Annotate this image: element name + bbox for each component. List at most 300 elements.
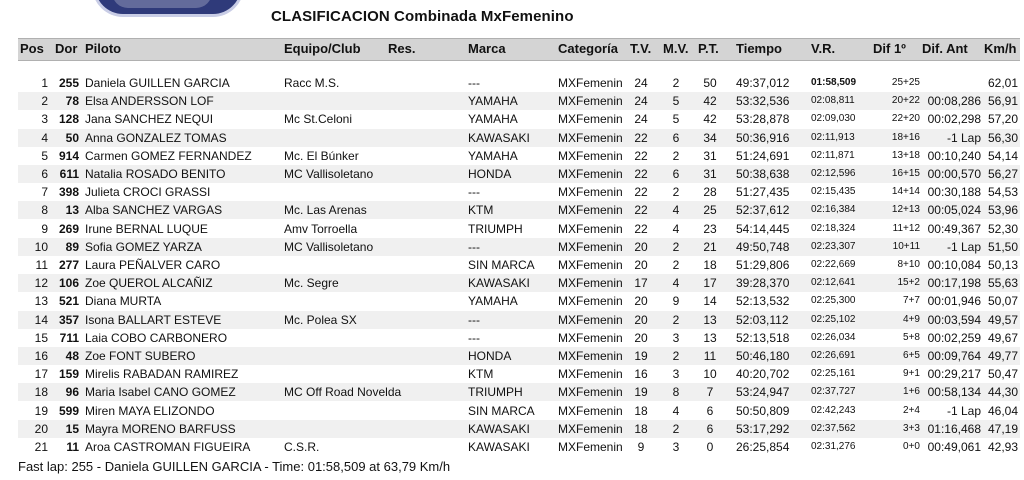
cell-pt: 14	[703, 294, 717, 309]
cell-tv: 18	[634, 421, 648, 436]
cell-pt: 34	[703, 130, 717, 145]
cell-club: Mc. Las Arenas	[284, 203, 367, 218]
cell-marca: YAMAHA	[468, 294, 518, 309]
cell-difant: 00:49,061	[927, 440, 981, 454]
cell-vr: 02:31,276	[811, 441, 856, 452]
cell-vr: 02:37,562	[811, 422, 856, 434]
table-row	[18, 420, 1020, 438]
cell-pos: 1	[41, 76, 48, 90]
cell-piloto: Diana MURTA	[85, 294, 162, 309]
cell-difant: 00:29,217	[927, 367, 981, 382]
cell-pos: 9	[41, 221, 48, 236]
header-tv: T.V.	[630, 41, 652, 56]
cell-pt: 7	[706, 385, 714, 400]
cell-tv: 24	[634, 112, 648, 127]
cell-kmh: 50,07	[987, 294, 1018, 309]
cell-marca: TRIUMPH	[468, 385, 523, 400]
cell-pt: 6	[706, 421, 714, 436]
cell-tv: 22	[634, 221, 648, 236]
cell-kmh: 56,27	[987, 167, 1018, 181]
cell-tiempo: 40:20,702	[736, 367, 790, 382]
cell-dif1: 3+3	[903, 422, 920, 434]
table-row	[18, 129, 1020, 147]
cell-dor: 255	[58, 76, 79, 90]
cell-vr: 02:25,161	[811, 368, 856, 380]
header-kmh: Km/h	[984, 41, 1017, 56]
cell-pos: 20	[34, 421, 48, 436]
cell-mv: 9	[672, 294, 680, 309]
cell-pt: 10	[703, 367, 717, 382]
cell-difant: 00:02,259	[927, 330, 981, 345]
table-row	[18, 74, 1020, 92]
cell-dor: 599	[58, 403, 79, 418]
cell-vr: 02:08,811	[811, 95, 855, 107]
cell-tiempo: 52:13,518	[736, 330, 790, 345]
cell-mv: 3	[672, 440, 680, 454]
cell-dor: 11	[66, 440, 79, 454]
cell-kmh: 62,01	[987, 76, 1018, 90]
cell-kmh: 46,04	[987, 403, 1018, 418]
cell-marca: KAWASAKI	[468, 276, 530, 291]
cell-dor: 398	[58, 185, 79, 200]
cell-dif1: 1+6	[903, 386, 920, 398]
cell-pt: 31	[703, 148, 717, 163]
cell-kmh: 54,53	[987, 185, 1018, 200]
cell-dor: 914	[58, 148, 79, 163]
cell-tv: 9	[637, 440, 645, 454]
cell-tiempo: 53:24,947	[736, 385, 790, 400]
cell-kmh: 57,20	[987, 112, 1018, 127]
header-categoria: Categoría	[558, 41, 618, 56]
cell-piloto: Laura PEÑALVER CARO	[85, 258, 221, 272]
cell-piloto: Julieta CROCI GRASSI	[85, 185, 211, 200]
cell-difant: 00:02,298	[927, 112, 981, 127]
cell-mv: 5	[672, 94, 680, 109]
cell-categoria: MXFemenin	[558, 330, 623, 345]
cell-dif1: 14+14	[891, 186, 920, 198]
cell-marca: KAWASAKI	[468, 130, 530, 145]
cell-difant: 00:09,764	[927, 349, 981, 363]
cell-dor: 277	[58, 258, 79, 272]
cell-categoria: MXFemenin	[558, 403, 623, 418]
table-row	[18, 438, 1020, 456]
cell-dor: 711	[59, 330, 79, 345]
cell-pos: 6	[41, 167, 48, 181]
table-row	[18, 201, 1020, 219]
cell-difant: 00:00,570	[927, 167, 981, 181]
cell-dor: 128	[58, 112, 79, 127]
header-marca: Marca	[468, 41, 506, 56]
cell-tv: 20	[634, 239, 648, 254]
table-row	[18, 220, 1020, 238]
cell-mv: 4	[672, 403, 680, 418]
cell-tiempo: 52:37,612	[736, 203, 790, 218]
cell-categoria: MXFemenin	[558, 440, 623, 454]
header-difant: Dif. Ant	[922, 41, 968, 56]
cell-kmh: 56,91	[987, 94, 1018, 109]
cell-marca: KTM	[468, 367, 494, 382]
cell-marca: HONDA	[468, 167, 512, 181]
cell-pt: 0	[706, 440, 714, 454]
cell-tiempo: 26:25,854	[736, 440, 790, 454]
event-logo-highlight	[112, 0, 212, 8]
cell-tv: 24	[634, 76, 648, 90]
cell-pos: 16	[34, 349, 48, 363]
cell-pt: 31	[703, 167, 717, 181]
table-row	[18, 347, 1020, 365]
cell-tv: 22	[634, 167, 648, 181]
cell-dif1: 15+2	[897, 277, 920, 289]
cell-tiempo: 50:46,180	[736, 349, 790, 363]
cell-dor: 96	[65, 385, 79, 400]
cell-mv: 4	[672, 221, 680, 236]
cell-tiempo: 49:37,012	[736, 76, 790, 90]
cell-vr: 02:09,030	[811, 113, 856, 125]
cell-tv: 22	[634, 130, 648, 145]
cell-tiempo: 50:50,809	[736, 403, 790, 418]
cell-tv: 24	[634, 94, 648, 109]
header-pos: Pos	[20, 41, 44, 56]
cell-pt: 13	[703, 312, 717, 327]
cell-pos: 12	[34, 276, 48, 291]
cell-tv: 19	[634, 385, 648, 400]
cell-kmh: 51,50	[987, 239, 1018, 254]
cell-difant: 00:08,286	[927, 94, 981, 109]
table-row	[18, 402, 1020, 420]
cell-dif1: 7+7	[903, 295, 920, 307]
cell-tiempo: 50:38,638	[736, 167, 790, 181]
cell-kmh: 42,93	[987, 440, 1018, 454]
cell-club: Amv Torroella	[284, 221, 358, 236]
cell-mv: 2	[672, 349, 680, 363]
cell-categoria: MXFemenin	[558, 258, 623, 272]
cell-dor: 13	[65, 203, 79, 218]
cell-tv: 20	[634, 294, 648, 309]
cell-pt: 6	[706, 403, 714, 418]
cell-dif1: 9+1	[903, 368, 920, 380]
table-row	[18, 92, 1020, 110]
table-row	[18, 329, 1020, 347]
cell-marca: ---	[468, 185, 480, 200]
cell-kmh: 49,77	[987, 349, 1018, 363]
table-row	[18, 365, 1020, 383]
cell-dor: 48	[65, 349, 79, 363]
cell-categoria: MXFemenin	[558, 112, 623, 127]
table-row	[18, 238, 1020, 256]
cell-mv: 4	[672, 203, 680, 218]
cell-piloto: Irune BERNAL LUQUE	[85, 221, 208, 236]
cell-tiempo: 52:13,532	[736, 294, 790, 309]
cell-marca: KTM	[468, 203, 494, 218]
cell-tiempo: 51:24,691	[736, 148, 790, 163]
cell-mv: 2	[672, 421, 680, 436]
cell-pt: 11	[703, 349, 717, 363]
cell-piloto: Jana SANCHEZ NEQUI	[85, 112, 214, 127]
cell-marca: YAMAHA	[468, 94, 518, 109]
cell-categoria: MXFemenin	[558, 185, 623, 200]
table-row	[18, 147, 1020, 165]
cell-tiempo: 53:28,878	[736, 112, 790, 127]
cell-categoria: MXFemenin	[558, 203, 623, 218]
cell-tiempo: 52:03,112	[736, 312, 789, 327]
cell-marca: HONDA	[468, 349, 512, 363]
fast-lap-note: Fast lap: 255 - Daniela GUILLEN GARCIA - Time: 01:58,509 at 63,79 Km/h	[18, 459, 451, 474]
cell-piloto: Zoe QUEROL ALCAÑIZ	[85, 276, 213, 291]
cell-pos: 18	[34, 385, 48, 400]
table-row	[18, 383, 1020, 401]
table-row	[18, 183, 1020, 201]
cell-vr: 02:12,641	[811, 277, 856, 289]
cell-dor: 269	[58, 221, 79, 236]
cell-mv: 6	[672, 167, 680, 181]
cell-piloto: Carmen GOMEZ FERNANDEZ	[85, 148, 252, 163]
cell-pos: 15	[34, 330, 48, 345]
page-title: CLASIFICACION Combinada MxFemenino	[271, 8, 574, 25]
cell-piloto: Elsa ANDERSSON LOF	[85, 94, 214, 109]
header-club: Equipo/Club	[284, 41, 361, 56]
cell-difant: 01:16,468	[927, 421, 981, 436]
cell-pos: 2	[41, 94, 48, 109]
cell-mv: 3	[672, 330, 680, 345]
cell-categoria: MXFemenin	[558, 148, 623, 163]
cell-mv: 2	[672, 76, 680, 90]
cell-categoria: MXFemenin	[558, 76, 623, 90]
cell-dif1: 5+8	[903, 331, 920, 343]
cell-difant: 00:01,946	[927, 294, 981, 309]
cell-pt: 23	[703, 221, 717, 236]
table-row	[18, 292, 1020, 310]
cell-tiempo: 53:32,536	[736, 94, 790, 109]
cell-dif1: 11+12	[892, 222, 920, 234]
cell-piloto: Mirelis RABADAN RAMIREZ	[85, 367, 239, 382]
cell-marca: YAMAHA	[468, 148, 518, 163]
cell-categoria: MXFemenin	[558, 221, 623, 236]
cell-piloto: Isona BALLART ESTEVE	[85, 312, 222, 327]
cell-pt: 18	[703, 258, 717, 272]
cell-vr: 02:12,596	[811, 168, 856, 179]
cell-vr: 02:26,034	[811, 331, 856, 343]
cell-pos: 19	[34, 403, 48, 418]
cell-pos: 13	[34, 294, 48, 309]
cell-categoria: MXFemenin	[558, 276, 623, 291]
cell-marca: YAMAHA	[468, 112, 518, 127]
cell-tv: 20	[634, 258, 648, 272]
cell-club: MC Off Road Novelda	[284, 385, 402, 400]
cell-dor: 15	[65, 421, 79, 436]
cell-pt: 21	[703, 239, 717, 254]
cell-tv: 16	[634, 367, 648, 382]
cell-difant: 00:03,594	[927, 312, 981, 327]
cell-vr: 02:26,691	[811, 350, 856, 361]
table-row	[18, 311, 1020, 329]
cell-categoria: MXFemenin	[558, 94, 623, 109]
header-dor: Dor	[55, 41, 78, 56]
cell-dor: 521	[58, 294, 79, 309]
table-row	[18, 110, 1020, 128]
cell-difant: 00:05,024	[927, 203, 981, 218]
cell-categoria: MXFemenin	[558, 421, 623, 436]
cell-kmh: 53,96	[987, 203, 1018, 218]
table-row	[18, 274, 1020, 292]
cell-tiempo: 49:50,748	[736, 239, 790, 254]
cell-marca: SIN MARCA	[468, 258, 535, 272]
cell-dif1: 0+0	[903, 441, 920, 452]
cell-marca: ---	[468, 239, 480, 254]
cell-pos: 4	[41, 130, 48, 145]
cell-pos: 8	[41, 203, 48, 218]
cell-pos: 10	[34, 239, 48, 254]
cell-kmh: 44,30	[987, 385, 1018, 400]
cell-pos: 17	[34, 367, 48, 382]
cell-tiempo: 50:36,916	[736, 130, 790, 145]
table-row	[18, 256, 1020, 274]
cell-pt: 50	[703, 76, 717, 90]
cell-difant: 00:10,084	[927, 258, 981, 272]
cell-categoria: MXFemenin	[558, 294, 623, 309]
cell-tv: 22	[634, 148, 648, 163]
cell-categoria: MXFemenin	[558, 385, 623, 400]
cell-tiempo: 51:27,435	[736, 185, 790, 200]
header-mv: M.V.	[663, 41, 689, 56]
cell-piloto: Natalia ROSADO BENITO	[85, 167, 226, 181]
cell-pt: 42	[703, 94, 717, 109]
cell-piloto: Daniela GUILLEN GARCIA	[85, 76, 230, 90]
cell-difant: 00:30,188	[927, 185, 981, 200]
cell-dor: 50	[65, 130, 79, 145]
header-vr: V.R.	[811, 41, 836, 56]
cell-vr: 02:22,669	[811, 259, 856, 270]
cell-marca: ---	[468, 76, 480, 90]
cell-kmh: 54,14	[987, 148, 1018, 163]
cell-piloto: Laia COBO CARBONERO	[85, 330, 228, 345]
cell-dif1: 10+11	[892, 240, 920, 252]
table-row	[18, 165, 1020, 183]
cell-dor: 106	[58, 276, 79, 291]
cell-marca: TRIUMPH	[468, 221, 523, 236]
cell-tv: 22	[634, 203, 648, 218]
cell-difant: 00:17,198	[927, 276, 981, 291]
cell-dif1: 25+25	[891, 77, 920, 88]
cell-dor: 159	[58, 367, 79, 382]
cell-pt: 13	[703, 330, 717, 345]
cell-piloto: Miren MAYA ELIZONDO	[85, 403, 215, 418]
cell-club: Mc. Segre	[284, 276, 339, 291]
cell-dif1: 12+13	[891, 204, 920, 216]
cell-mv: 3	[672, 367, 680, 382]
cell-vr: 02:16,384	[811, 204, 856, 216]
cell-tv: 20	[634, 312, 648, 327]
cell-pos: 11	[35, 258, 48, 272]
cell-tiempo: 53:17,292	[736, 421, 790, 436]
cell-mv: 2	[672, 239, 680, 254]
cell-mv: 4	[672, 276, 680, 291]
cell-mv: 2	[672, 258, 680, 272]
cell-kmh: 47,19	[987, 421, 1018, 436]
cell-vr: 02:15,435	[811, 186, 856, 198]
cell-pos: 3	[41, 112, 48, 127]
cell-mv: 6	[672, 130, 680, 145]
header-dif1: Dif 1º	[873, 41, 906, 56]
cell-club: MC Vallisoletano	[284, 167, 374, 181]
cell-vr: 02:18,324	[811, 222, 856, 234]
header-tiempo: Tiempo	[736, 41, 782, 56]
cell-difant: 00:58,134	[927, 385, 981, 400]
cell-kmh: 50,13	[987, 258, 1018, 272]
cell-dif1: 13+18	[891, 149, 920, 161]
cell-dor: 357	[58, 312, 79, 327]
cell-kmh: 55,63	[987, 276, 1018, 291]
cell-vr: 02:42,243	[811, 404, 856, 416]
cell-kmh: 49,57	[987, 312, 1018, 327]
cell-piloto: Alba SANCHEZ VARGAS	[85, 203, 223, 218]
cell-kmh: 52,30	[987, 221, 1018, 236]
cell-tv: 18	[634, 403, 648, 418]
cell-vr: 02:11,871	[811, 149, 855, 161]
cell-categoria: MXFemenin	[558, 239, 623, 254]
cell-kmh: 50,47	[987, 367, 1018, 382]
cell-vr: 02:25,102	[811, 313, 856, 325]
cell-club: Mc St.Celoni	[284, 112, 353, 127]
header-res: Res.	[388, 41, 416, 56]
cell-dor: 89	[65, 239, 79, 254]
cell-dif1: 8+10	[897, 259, 920, 270]
cell-vr: 02:25,300	[811, 295, 856, 307]
cell-mv: 2	[672, 148, 680, 163]
cell-piloto: Sofia GOMEZ YARZA	[85, 239, 202, 254]
cell-dor: 78	[65, 94, 79, 109]
cell-difant: -1 Lap	[946, 239, 981, 254]
cell-pt: 42	[703, 112, 717, 127]
cell-piloto: Aroa CASTROMAN FIGUEIRA	[85, 440, 251, 454]
cell-categoria: MXFemenin	[558, 367, 623, 382]
cell-vr: 02:37,727	[811, 386, 856, 398]
cell-mv: 5	[672, 112, 680, 127]
cell-difant: -1 Lap	[946, 403, 981, 418]
cell-marca: ---	[468, 312, 480, 327]
cell-tiempo: 51:29,806	[736, 258, 790, 272]
cell-pt: 25	[703, 203, 717, 218]
cell-tiempo: 54:14,445	[736, 221, 790, 236]
cell-marca: ---	[468, 330, 480, 345]
cell-vr: 01:58,509	[811, 77, 857, 88]
cell-club: MC Vallisoletano	[284, 239, 374, 254]
cell-mv: 2	[672, 312, 680, 327]
cell-kmh: 56,30	[987, 130, 1018, 145]
cell-difant: 00:49,367	[927, 221, 981, 236]
cell-marca: SIN MARCA	[468, 403, 535, 418]
cell-club: Racc M.S.	[284, 76, 340, 90]
cell-marca: KAWASAKI	[468, 421, 530, 436]
cell-vr: 02:11,913	[811, 131, 855, 143]
cell-piloto: Zoe FONT SUBERO	[85, 349, 196, 363]
cell-pos: 14	[34, 312, 48, 327]
cell-dif1: 22+20	[891, 113, 920, 125]
cell-club: C.S.R.	[284, 440, 320, 454]
cell-club: Mc. El Búnker	[284, 148, 359, 163]
cell-pt: 28	[703, 185, 717, 200]
cell-dif1: 6+5	[903, 350, 920, 361]
cell-piloto: Mayra MORENO BARFUSS	[85, 421, 236, 436]
cell-categoria: MXFemenin	[558, 167, 623, 181]
cell-categoria: MXFemenin	[558, 130, 623, 145]
cell-dif1: 4+9	[903, 313, 920, 325]
cell-marca: KAWASAKI	[468, 440, 530, 454]
cell-dif1: 18+16	[891, 131, 920, 143]
cell-tiempo: 39:28,370	[736, 276, 790, 291]
cell-kmh: 49,67	[987, 330, 1018, 345]
cell-mv: 8	[672, 385, 680, 400]
cell-dif1: 16+15	[891, 168, 920, 179]
